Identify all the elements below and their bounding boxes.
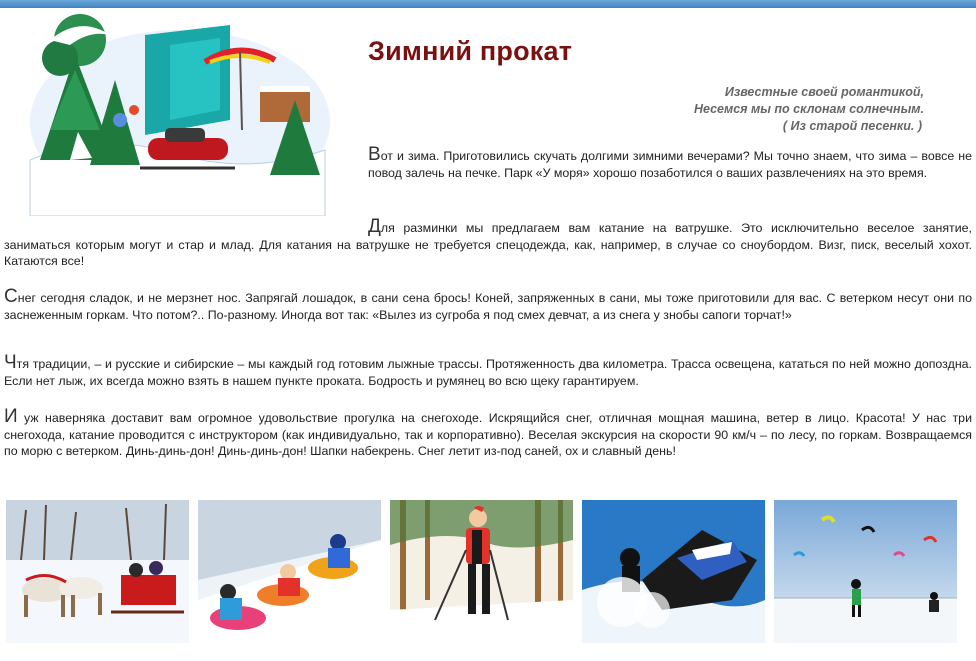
paragraph-text: ля разминки мы предлагаем вам катание на ватрушке. Это исключительно веселое занятие, заниматься которым могут и стар и млад. Для катания на ватрушке не требуется спецодежда, как, например, в случае со сноубордом. Визг, писк, веселый хохот. Катаются все! [4,221,972,268]
drop-cap: В [368,144,381,165]
tubing-photo[interactable] [198,500,381,643]
page-title: Зимний прокат [368,36,573,66]
drop-cap: Ч [4,352,17,373]
paragraph-snowmobile [4,406,972,460]
epigraph-source: ( Из старой песенки. ) [782,119,922,133]
paragraph-tubing [4,216,972,270]
photo-gallery [6,500,972,643]
paragraph-ski [4,352,972,389]
epigraph-line: Несемся мы по склонам солнечным. [693,102,924,116]
snowkiting-photo[interactable] [774,500,957,643]
top-bar [0,0,976,8]
drop-cap: И [4,406,18,427]
paragraph-text: нег сегодня сладок, и не мерзнет нос. Запрягай лошадок, в сани сена брось! Коней, запряженных в сани, мы тоже приготовили для вас. С ветерком несут они по заснеженным горкам. Что потом?.. По-разному. Иногда вот так: «Вылез из сугроба я под смех девчат, а из снега у знобы сапоги торчат!» [4,291,972,322]
snowmobile-photo[interactable] [582,500,765,643]
paragraph-sleigh [4,286,972,323]
paragraph-text: тя традиции, – и русские и сибирские – мы каждый год готовим лыжные трассы. Протяженность два километра. Трасса освещена, кататься по ней можно допоздна. Если нет лыж, их всегда можно взять в нашем пункте проката. Бодрость и румянец во всю щеку гарантируем. [4,357,972,388]
horse-sleigh-photo[interactable] [6,500,189,643]
drop-cap: С [4,286,18,307]
drop-cap: Д [368,216,381,237]
winter-park-illustration [20,10,330,216]
paragraph-intro [368,144,972,181]
skiing-photo[interactable] [390,500,573,643]
epigraph-line: Известные своей романтикой, [724,85,924,99]
epigraph [560,84,924,135]
paragraph-text: уж наверняка доставит вам огромное удовольствие прогулка на снегоходе. Искрящийся снег, отличная мощная машина, ветер в лицо. Красота! У нас три снегохода, катание проводится с инструктором (как индивидуально, так и корпоративно). Веселая экскурсия на скорости 90 км/ч – по лесу, по горкам. Возвращаемся по морю с ветерком. Динь-динь-дон! Динь-динь-дон! Шапки набекрень. Снег летит из-под саней, ох и славный день! [4,411,972,458]
paragraph-text: от и зима. Приготовились скучать долгими зимними вечерами? Мы точно знаем, что зима – вовсе не повод залечь на печке. Парк «У моря» хорошо позаботился о ваших развлечениях на это время. [368,149,972,180]
